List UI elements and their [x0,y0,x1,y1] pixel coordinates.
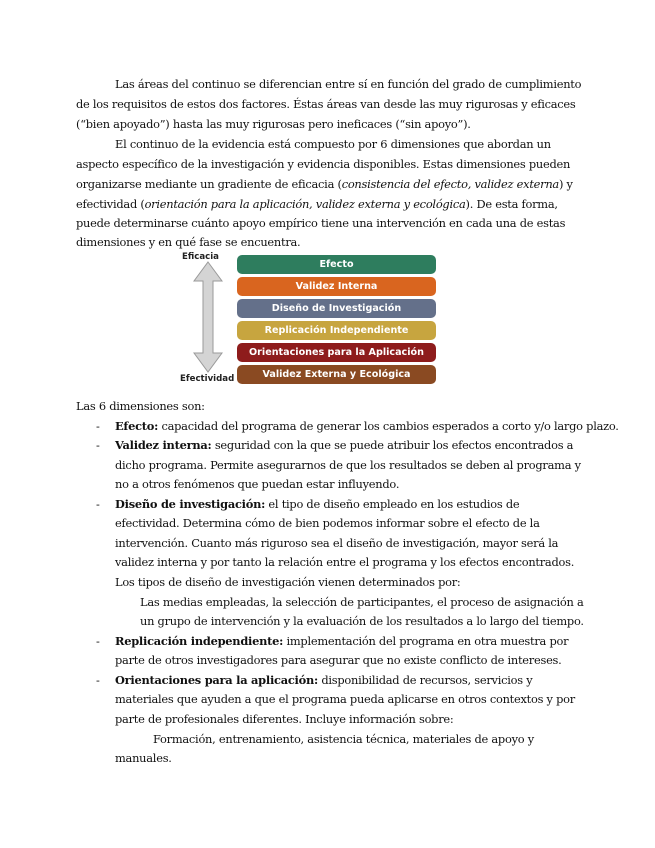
item-replicacion-term: Replicación independiente: [115,634,284,648]
paragraph-2-line-3-post: ) y [558,177,573,191]
item-orientaciones-line-1 [115,670,532,690]
item-orientaciones-line-2: materiales que ayuden a que el programa pueda aplicarse en otros contextos y por [115,692,575,706]
item-efecto-line-1 [115,416,619,436]
dimension-bar-validez-externa: Validez Externa y Ecológica [237,365,436,384]
item-diseno-line-2: efectividad. Determina cómo de bien podemos informar sobre el efecto de la [115,516,540,530]
item-orientaciones-sub-1: Formación, entrenamiento, asistencia técnica, materiales de apoyo y [153,732,534,746]
paragraph-2-line-3-italic: consistencia del efecto, validez externa [341,177,559,191]
bullet-dash: - [96,497,100,511]
item-diseno-line-1 [115,494,519,514]
item-orientaciones-line-3: parte de profesionales diferentes. Incluye información sobre: [115,712,454,726]
bullet-dash: - [96,634,100,648]
dimension-bar-diseno: Diseño de Investigación [237,299,436,318]
paragraph-2-line-3 [76,174,573,194]
item-replicacion-line-2: parte de otros investigadores para asegurar que no existe conflicto de intereses. [115,653,562,667]
item-validez-interna-line-1 [115,435,573,455]
item-replicacion-text: implementación del programa en otra muestra por [283,634,569,648]
efficacy-label: Eficacia [182,252,219,262]
paragraph-2-line-1: El continuo de la evidencia está compuesto por 6 dimensiones que abordan un [115,137,551,151]
item-diseno-line-5: Los tipos de diseño de investigación vienen determinados por: [115,575,461,589]
paragraph-2-line-4-post: ). De esta forma, [465,197,558,211]
bullet-dash: - [96,673,100,687]
item-efecto-text: capacidad del programa de generar los cambios esperados a corto y/o largo plazo. [158,419,619,433]
paragraph-2-line-4 [76,194,558,214]
dimension-bar-replicacion: Replicación Independiente [237,321,436,340]
list-intro: Las 6 dimensiones son: [76,399,205,413]
item-validez-interna-line-3: no a otros fenómenos que puedan estar influyendo. [115,477,400,491]
dimension-bar-validez-interna: Validez Interna [237,277,436,296]
item-diseno-line-3: intervención. Cuanto más riguroso sea el diseño de investigación, mayor será la [115,536,559,550]
evidence-continuum-diagram [180,252,440,390]
item-diseno-sub-1: Las medias empleadas, la selección de participantes, el proceso de asignación a [140,595,584,609]
paragraph-2-line-4-pre: efectividad ( [76,197,145,211]
item-validez-interna-line-2: dicho programa. Permite asegurarnos de que los resultados se deben al programa y [115,458,581,472]
double-arrow-icon [192,261,224,373]
bullet-dash: - [96,419,100,433]
item-orientaciones-text: disponibilidad de recursos, servicios y [317,673,533,687]
dimension-bar-orientaciones: Orientaciones para la Aplicación [237,343,436,362]
effectiveness-label: Efectividad [180,374,235,384]
paragraph-1-line-2: de los requisitos de estos dos factores. Éstas áreas van desde las muy rigurosas y eficaces [76,97,576,111]
paragraph-2-line-3-pre: organizarse mediante un gradiente de eficacia ( [76,177,342,191]
item-orientaciones-term: Orientaciones para la aplicación: [115,673,318,687]
item-diseno-term: Diseño de investigación: [115,497,266,511]
item-orientaciones-sub-2: manuales. [115,751,172,765]
dimension-bar-efecto: Efecto [237,255,436,274]
paragraph-1-line-3: (“bien apoyado”) hasta las muy rigurosas pero ineficaces (“sin apoyo”). [76,117,471,131]
item-diseno-line-4: validez interna y por tanto la relación entre el programa y los efectos encontrados. [115,555,575,569]
bullet-dash: - [96,438,100,452]
paragraph-2-line-4-italic: orientación para la aplicación, validez externa y ecológica [144,197,466,211]
paragraph-2-line-2: aspecto específico de la investigación y evidencia disponibles. Estas dimensiones pueden [76,157,571,171]
paragraph-2-line-6: dimensiones y en qué fase se encuentra. [76,235,301,249]
paragraph-2-line-5: puede determinarse cuánto apoyo empírico tiene una intervención en cada una de estas [76,216,566,230]
item-diseno-text: el tipo de diseño empleado en los estudios de [265,497,520,511]
item-validez-interna-term: Validez interna: [115,438,212,452]
item-efecto-term: Efecto: [115,419,159,433]
paragraph-1-line-1: Las áreas del continuo se diferencian entre sí en función del grado de cumplimiento [115,77,582,91]
item-validez-interna-text: seguridad con la que se puede atribuir los efectos encontrados a [211,438,574,452]
item-diseno-sub-2: un grupo de intervención y la evaluación de los resultados a lo largo del tiempo. [140,614,584,628]
item-replicacion-line-1 [115,631,568,651]
